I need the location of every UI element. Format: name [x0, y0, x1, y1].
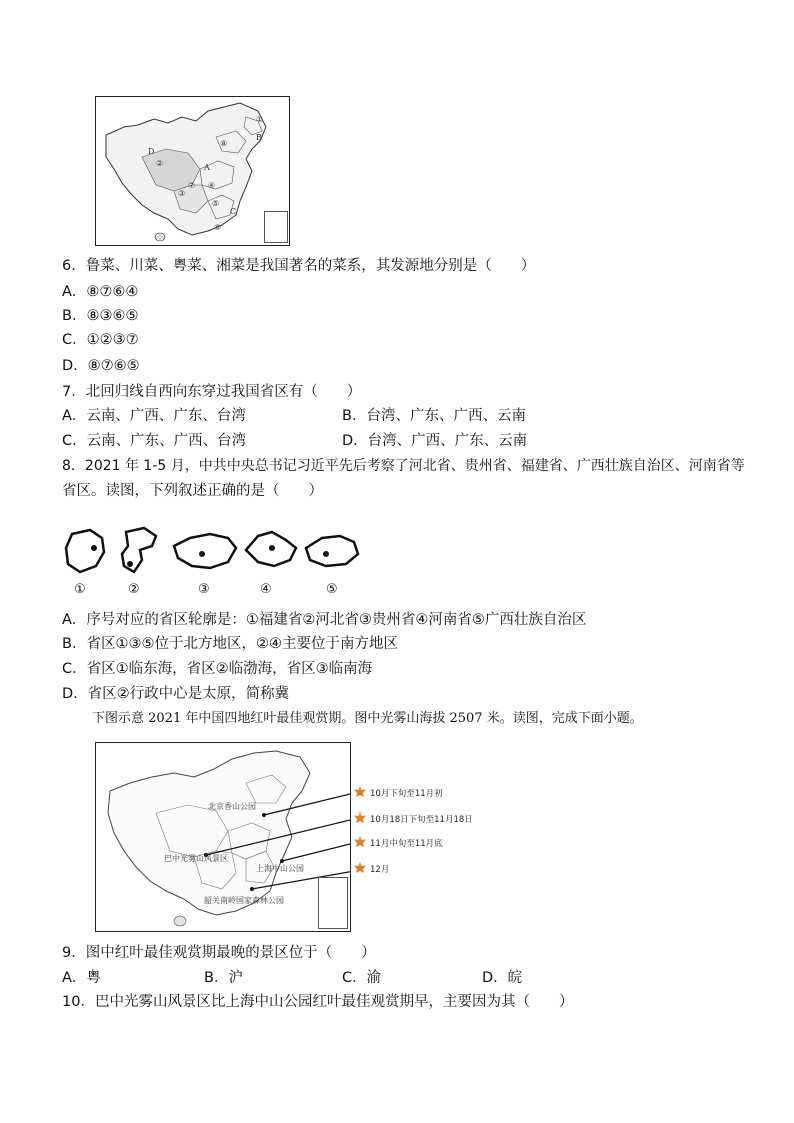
outline-number-3: ③ — [198, 582, 210, 597]
callout-line-shanghai — [282, 843, 350, 861]
question-7-option-b[interactable]: B．台湾、广东、广西、云南 — [342, 408, 526, 424]
province-outline-1 — [66, 530, 104, 572]
map-label: ③ — [178, 189, 186, 198]
question-6-stem: 6．鲁菜、川菜、粤菜、湘菜是我国著名的菜系，其发源地分别是（ ） — [62, 258, 536, 274]
legend — [354, 786, 474, 882]
place-label-beijing: 北京香山公园 — [208, 802, 256, 811]
red-leaf-map — [95, 742, 351, 932]
legend-label: 10月18日下旬至11月18日 — [370, 815, 473, 825]
south-sea-inset — [318, 877, 348, 929]
question-6-option-b[interactable]: B．⑧③⑥⑤ — [62, 308, 139, 324]
question-10-stem: 10．巴中光雾山风景区比上海中山公园红叶最佳观赏期早，主要因为其（ ） — [62, 994, 574, 1010]
maple-leaf-icon — [354, 836, 366, 848]
outline-number-2: ② — [128, 582, 140, 597]
map-label: A — [204, 163, 210, 172]
question-9-option-a[interactable]: A．粤 — [62, 970, 101, 986]
province-outlines-figure — [60, 526, 370, 578]
legend-label: 12月 — [370, 865, 390, 875]
province-outline-4 — [246, 532, 296, 566]
question-8-option-b[interactable]: B．省区①③⑤位于北方地区，②④主要位于南方地区 — [62, 636, 398, 652]
question-6-option-c[interactable]: C．①②③⑦ — [62, 332, 139, 348]
map-label: ⑥ — [214, 223, 222, 232]
question-6-option-d[interactable]: D．⑧⑦⑥⑤ — [62, 358, 140, 374]
province-outline-3 — [174, 534, 236, 568]
question-7-option-d[interactable]: D．台湾、广西、广东、云南 — [342, 433, 528, 449]
maple-leaf-icon — [354, 812, 366, 824]
map-label: D — [148, 147, 155, 156]
question-7-stem: 7．北回归线自西向东穿过我国省区有（ ） — [62, 384, 362, 400]
maple-leaf-icon — [354, 862, 366, 874]
question-9-option-b[interactable]: B．沪 — [204, 970, 243, 986]
place-label-shaoguan: 韶关南岭国家森林公园 — [204, 896, 284, 905]
province-outline-5 — [306, 536, 358, 566]
question-8-option-c[interactable]: C．省区①临东海，省区②临渤海，省区③临南海 — [62, 661, 373, 677]
question-7-option-a[interactable]: A．云南、广西、广东、台湾 — [62, 408, 246, 424]
china-map-provinces — [95, 96, 290, 246]
map-label: ⑧ — [220, 139, 228, 148]
section-intro: 下图示意 2021 年中国四地红叶最佳观赏期。图中光雾山海拔 2507 米。读图，完成下面小题。 — [92, 711, 643, 726]
question-9-option-c[interactable]: C．渝 — [342, 970, 382, 986]
map-label: ⑤ — [212, 199, 220, 208]
outline-number-5: ⑤ — [326, 582, 338, 597]
question-8-stem-line-1: 8．2021 年 1-5 月，中共中央总书记习近平先后考察了河北省、贵州省、福建省、广西壮族自治区、河南省等 — [62, 458, 745, 474]
province-outline-2 — [122, 528, 156, 572]
south-sea-inset — [264, 211, 288, 243]
map-label: ② — [156, 159, 164, 168]
legend-label: 11月中旬至11月底 — [370, 839, 443, 849]
question-8-option-a[interactable]: A．序号对应的省区轮廓是：①福建省②河北省③贵州省④河南省⑤广西壮族自治区 — [62, 612, 587, 628]
map-label: ① — [256, 115, 264, 124]
question-8-stem-line-2: 省区。读图，下列叙述正确的是（ ） — [62, 483, 323, 499]
question-9-stem: 9．图中红叶最佳观赏期最晚的景区位于（ ） — [62, 945, 376, 961]
place-label-bazhong: 巴中光雾山风景区 — [164, 854, 228, 863]
map-label: ④ — [208, 181, 216, 190]
question-9-option-d[interactable]: D．皖 — [482, 970, 523, 986]
map-label: C — [230, 207, 237, 216]
map-label: B — [256, 133, 262, 142]
maple-leaf-icon — [354, 786, 366, 798]
question-8-option-d[interactable]: D．省区②行政中心是太原，简称冀 — [62, 686, 290, 702]
question-6-option-a[interactable]: A．⑧⑦⑥④ — [62, 284, 139, 300]
outline-number-1: ① — [74, 582, 86, 597]
legend-label: 10月下旬至11月初 — [370, 789, 443, 799]
question-7-option-c[interactable]: C．云南、广东、广西、台湾 — [62, 433, 247, 449]
outline-number-4: ④ — [260, 582, 272, 597]
map-label: ⑦ — [188, 181, 196, 190]
place-label-shanghai: 上海中山公园 — [256, 864, 304, 873]
